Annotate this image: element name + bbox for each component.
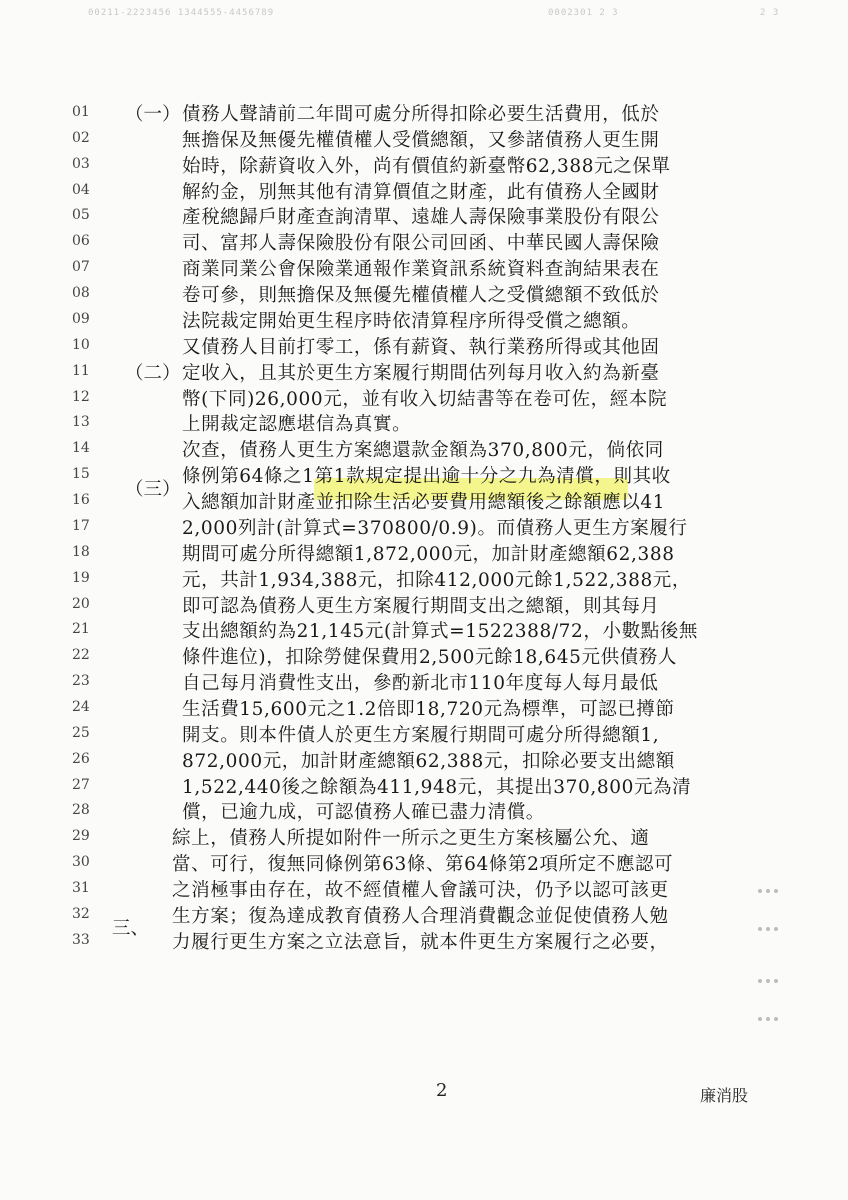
item-marker-three: （三） [125, 479, 181, 500]
text-line: 定收入，且其於更生方案履行期間估列每月收入約為新臺 [182, 362, 660, 384]
line-number: 09 [72, 310, 90, 327]
text-line: 支出總額約為21,145元(計算式=1522388/72，小數點後無 [182, 621, 699, 643]
text-line: 之消極事由存在，故不經債權人會議可決，仍予以認可該更 [172, 880, 669, 902]
page-number: 2 [436, 1080, 448, 1101]
line-number: 18 [72, 543, 90, 560]
binding-holes-mark [756, 968, 782, 1025]
line-number: 01 [72, 104, 90, 120]
line-number: 27 [72, 776, 90, 793]
item-marker-two: （二） [125, 363, 181, 384]
line-number: 08 [72, 285, 90, 302]
text-line: 自己每月消費性支出，參酌新北市110年度每人每月最低 [182, 673, 659, 695]
text-line: 入總額加計財產並扣除生活必要費用總額後之餘額應以41 [182, 492, 666, 514]
line-number: 04 [72, 181, 90, 198]
text-line: 力履行更生方案之立法意旨，就本件更生方案履行之必要， [172, 931, 669, 953]
division-label: 廉消股 [700, 1086, 749, 1105]
text-line: 生活費15,600元之1.2倍即18,720元為標準，可認已撙節 [182, 699, 675, 720]
header-print-mark-right: 0002301 2 3 [548, 8, 619, 18]
line-number: 02 [72, 129, 90, 146]
line-number: 16 [72, 492, 90, 509]
line-number: 07 [72, 259, 90, 276]
text-line: 產稅總歸戶財產查詢清單、遠雄人壽保險事業股份有限公 [182, 207, 660, 229]
line-number: 33 [72, 931, 90, 948]
text-line: 卷可參，則無擔保及無優先權債權人之受償總額不致低於 [182, 285, 660, 307]
text-line: 條件進位)，扣除勞健保費用2,500元餘18,645元供債務人 [182, 647, 678, 669]
text-line: 條例第64條之1第1款規定提出逾十分之九為清償，則其收 [182, 466, 671, 488]
header-print-mark: 00211-2223456 1344555-4456789 [88, 8, 275, 18]
line-number: 29 [72, 828, 90, 845]
line-number: 03 [72, 155, 90, 172]
text-line: 生方案；復為達成教育債務人合理消費觀念並促使債務人勉 [172, 905, 669, 927]
line-number: 10 [72, 336, 90, 353]
text-line: 元，共計1,934,388元，扣除412,000元餘1,522,388元， [182, 569, 692, 591]
line-number: 24 [72, 699, 90, 715]
text-line: 法院裁定開始更生程序時依清算程序所得受償之總額。 [182, 310, 641, 332]
line-number: 31 [72, 880, 90, 897]
text-line: 當、可行，復無同條例第63條、第64條第2項所定不應認可 [172, 854, 674, 876]
text-line: 幣(下同)26,000元，並有收入切結書等在卷可佐，經本院 [182, 388, 668, 410]
line-number: 21 [72, 621, 90, 638]
line-number: 28 [72, 802, 90, 819]
line-number: 30 [72, 854, 90, 871]
line-number: 06 [72, 233, 90, 250]
binding-holes-mark [756, 878, 782, 935]
text-line: 872,000元，加計財產總額62,388元，扣除必要支出總額 [182, 750, 675, 772]
text-line: 償，已逾九成，可認債務人確已盡力清償。 [182, 802, 545, 824]
line-number: 19 [72, 569, 90, 586]
text-line: 2,000列計(計算式=370800/0.9)。而債務人更生方案履行 [182, 517, 688, 539]
text-line: 始時，除薪資收入外，尚有價值約新臺幣62,388元之保單 [182, 155, 671, 177]
line-number: 13 [72, 414, 90, 431]
line-number: 17 [72, 517, 90, 534]
text-line: 1,522,440後之餘額為411,948元，其提出370,800元為清 [182, 776, 692, 798]
text-line: 債務人聲請前二年間可處分所得扣除必要生活費用，低於 [182, 104, 660, 125]
text-line: 次查，債務人更生方案總還款金額為370,800元，倘依同 [182, 440, 664, 462]
text-line: 商業同業公會保險業通報作業資訊系統資料查詢結果表在 [182, 259, 660, 281]
text-line: 期間可處分所得總額1,872,000元，加計財產總額62,388 [182, 543, 675, 565]
line-number: 14 [72, 440, 90, 457]
line-number: 23 [72, 673, 90, 690]
text-line: 解約金，別無其他有清算價值之財產，此有債務人全國財 [182, 181, 660, 203]
line-number: 11 [72, 362, 90, 379]
item-marker-one: （一） [125, 104, 181, 125]
text-line: 又債務人目前打零工，係有薪資、執行業務所得或其他固 [182, 336, 660, 358]
line-number: 32 [72, 905, 90, 922]
line-number: 12 [72, 388, 90, 405]
text-line: 開支。則本件債人於更生方案履行期間可處分所得總額1, [182, 724, 660, 746]
section-marker-three: 三、 [112, 918, 150, 939]
text-line: 無擔保及無優先權債權人受償總額，又參諸債務人更生開 [182, 129, 660, 151]
line-number: 20 [72, 595, 90, 612]
line-number: 22 [72, 647, 90, 664]
line-number: 26 [72, 750, 90, 767]
header-corner-mark: 2 3 [760, 8, 780, 18]
text-line: 即可認為債務人更生方案履行期間支出之總額，則其每月 [182, 595, 660, 617]
line-number: 15 [72, 466, 90, 483]
text-line: 綜上，債務人所提如附件一所示之更生方案核屬公允、適 [172, 828, 650, 850]
line-number: 05 [72, 207, 90, 224]
text-line: 上開裁定認應堪信為真實。 [182, 414, 412, 436]
line-number: 25 [72, 724, 90, 741]
text-line: 司、富邦人壽保險股份有限公司回函、中華民國人壽保險 [182, 233, 660, 255]
